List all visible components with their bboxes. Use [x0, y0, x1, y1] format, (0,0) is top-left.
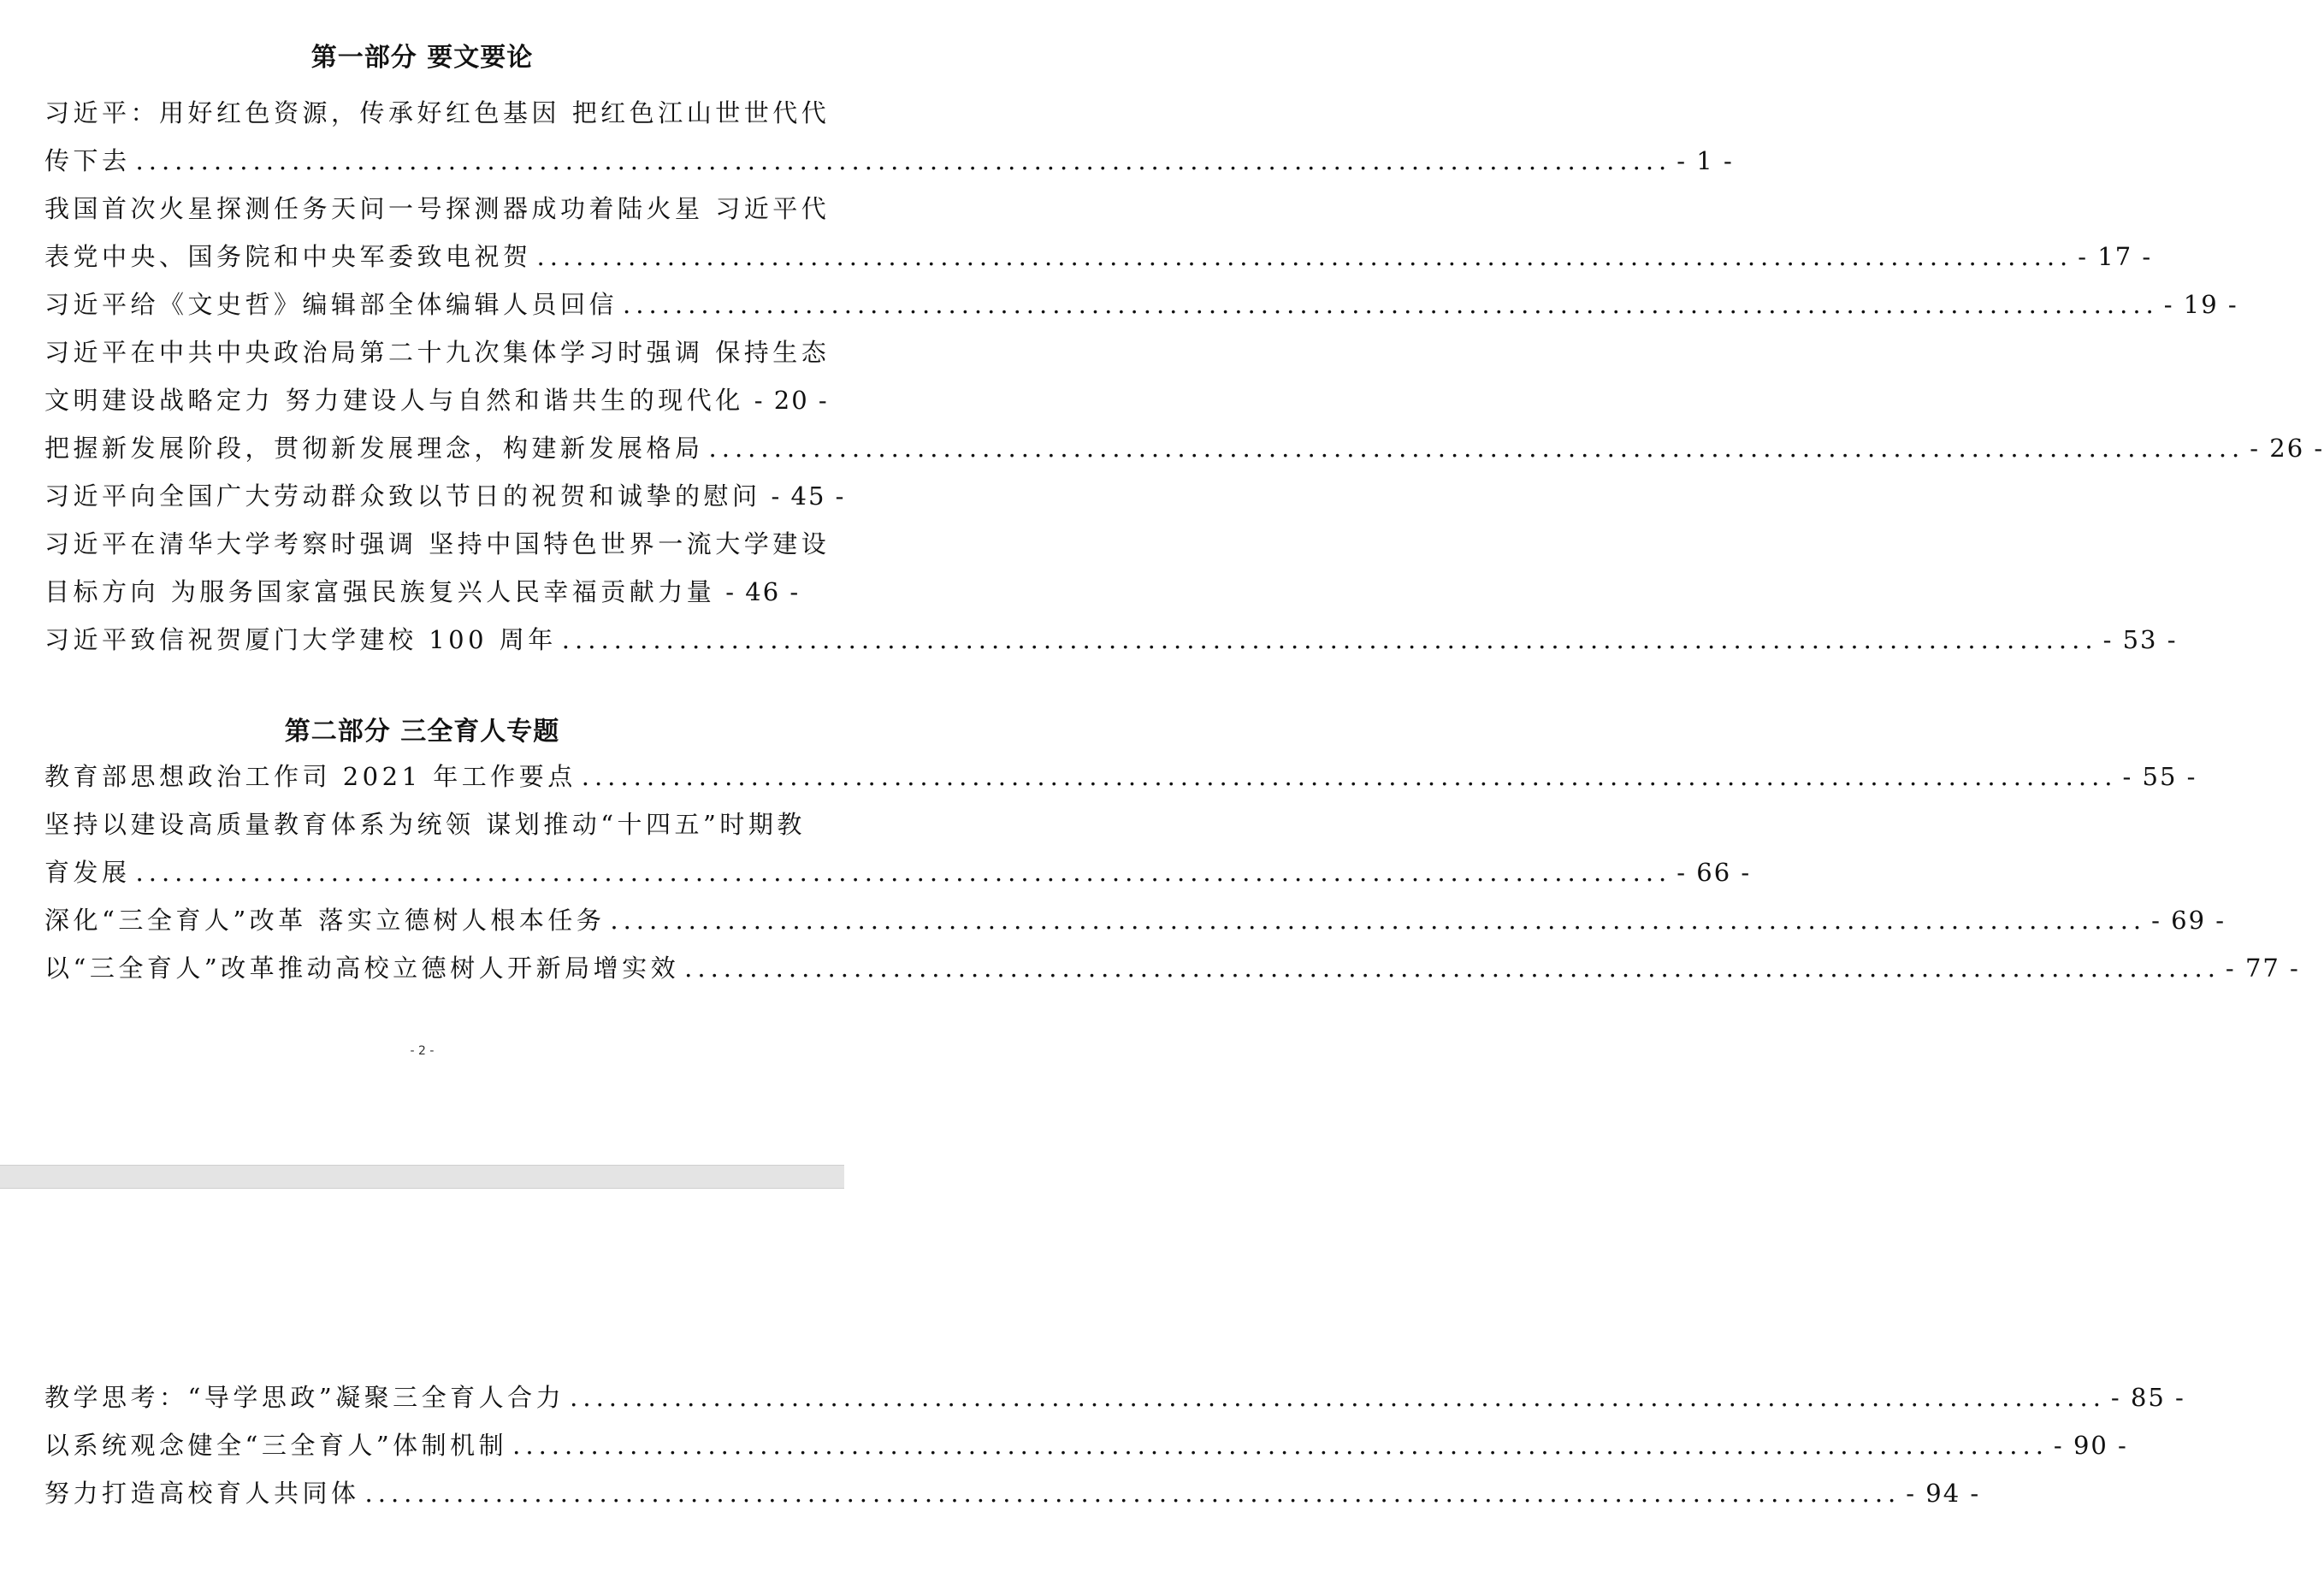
- entry-title-line-2: 传下去: [44, 146, 131, 175]
- toc-entry[interactable]: [44, 896, 2226, 944]
- entry-title-line-1: 习近平在中共中央政治局第二十九次集体学习时强调 保持生态: [44, 338, 831, 367]
- entry-page-number: - 26 -: [2250, 434, 2324, 463]
- entry-page-number: - 85 -: [2110, 1383, 2185, 1412]
- entry-title-line-2: 文明建设战略定力 努力建设人与自然和谐共生的现代化: [44, 386, 744, 415]
- entry-title-line-2: 表党中央、国务院和中央军委致电祝贺: [44, 242, 532, 271]
- entry-title: 习近平向全国广大劳动群众致以节日的祝贺和诚挚的慰问: [44, 481, 761, 511]
- entry-page-number: - 20 -: [754, 386, 829, 415]
- section-title-part-1: 第一部分 要文要论: [310, 43, 534, 73]
- entry-page-number: - 46 -: [725, 577, 801, 606]
- entry-title: 教育部思想政治工作司 2021 年工作要点: [44, 762, 577, 791]
- toc-entry[interactable]: [44, 89, 1734, 185]
- entry-page-number: - 17 -: [2078, 242, 2153, 271]
- toc-entry[interactable]: [44, 281, 2238, 328]
- entry-page-number: - 94 -: [1906, 1479, 1981, 1508]
- entry-page-number: - 69 -: [2151, 906, 2226, 935]
- toc-list-part-1: [44, 89, 2324, 664]
- dot-leader: ......................................................................................................................: [581, 762, 2118, 791]
- page-number-footer: - 2 -: [410, 1044, 435, 1058]
- toc-list-continued: [44, 1373, 2185, 1517]
- toc-entry[interactable]: [44, 616, 2178, 664]
- toc-entry[interactable]: [44, 753, 2197, 800]
- entry-title: 以“三全育人”改革推动高校立德树人开新局增实效: [44, 954, 680, 983]
- dot-leader: ......................................................................................................................: [536, 242, 2073, 271]
- toc-entry[interactable]: [44, 328, 831, 424]
- entry-title-line-1: 我国首次火星探测任务天问一号探测器成功着陆火星 习近平代: [44, 194, 831, 223]
- dot-leader: ......................................................................................................................: [570, 1383, 2106, 1412]
- entry-page-number: - 45 -: [771, 481, 846, 511]
- entry-page-number: - 77 -: [2225, 954, 2300, 983]
- entry-title-line-1: 习近平在清华大学考察时强调 坚持中国特色世界一流大学建设: [44, 529, 831, 558]
- toc-entry[interactable]: [44, 424, 2324, 472]
- entry-title: 教学思考：“导学思政”凝聚三全育人合力: [44, 1383, 565, 1412]
- page-break-separator: [0, 1165, 844, 1189]
- toc-list-part-2: [44, 753, 2300, 992]
- dot-leader: ......................................................................................................................: [561, 625, 2098, 654]
- entry-title-line-2: 目标方向 为服务国家富强民族复兴人民幸福贡献力量: [44, 577, 716, 606]
- toc-entry[interactable]: [44, 520, 831, 616]
- entry-title: 以系统观念健全“三全育人”体制机制: [44, 1431, 508, 1460]
- dot-leader: ......................................................................................................................: [135, 146, 1672, 175]
- entry-page-number: - 66 -: [1676, 858, 1752, 887]
- toc-entry[interactable]: [44, 472, 846, 520]
- toc-entry[interactable]: [44, 800, 1752, 896]
- dot-leader: ......................................................................................................................: [610, 906, 2147, 935]
- entry-page-number: - 55 -: [2122, 762, 2197, 791]
- dot-leader: ......................................................................................................................: [512, 1431, 2049, 1460]
- toc-entry[interactable]: [44, 1421, 2128, 1469]
- toc-entry[interactable]: [44, 944, 2300, 992]
- dot-leader: ......................................................................................................................: [708, 434, 2245, 463]
- section-title-part-2: 第二部分 三全育人专题: [284, 717, 560, 747]
- entry-title: 把握新发展阶段，贯彻新发展理念，构建新发展格局: [44, 434, 704, 463]
- entry-title-line-2: 育发展: [44, 858, 131, 887]
- entry-title: 深化“三全育人”改革 落实立德树人根本任务: [44, 906, 606, 935]
- toc-entry[interactable]: [44, 1373, 2185, 1421]
- toc-entry[interactable]: [44, 185, 2153, 281]
- entry-title: 习近平致信祝贺厦门大学建校 100 周年: [44, 625, 557, 654]
- toc-entry[interactable]: [44, 1469, 1981, 1517]
- dot-leader: ......................................................................................................................: [364, 1479, 1901, 1508]
- dot-leader: ......................................................................................................................: [684, 954, 2221, 983]
- entry-title-line-1: 坚持以建设高质量教育体系为统领 谋划推动“十四五”时期教: [44, 810, 806, 839]
- entry-page-number: - 1 -: [1676, 146, 1734, 175]
- dot-leader: ......................................................................................................................: [135, 858, 1672, 887]
- entry-page-number: - 53 -: [2102, 625, 2178, 654]
- entry-page-number: - 90 -: [2053, 1431, 2128, 1460]
- entry-title-line-1: 习近平：用好红色资源，传承好红色基因 把红色江山世世代代: [44, 98, 831, 127]
- document-page-3: [0, 1189, 2185, 1571]
- entry-page-number: - 19 -: [2163, 290, 2238, 319]
- entry-title: 习近平给《文史哲》编辑部全体编辑人员回信: [44, 290, 618, 319]
- dot-leader: ......................................................................................................................: [623, 290, 2159, 319]
- entry-title: 努力打造高校育人共同体: [44, 1479, 360, 1508]
